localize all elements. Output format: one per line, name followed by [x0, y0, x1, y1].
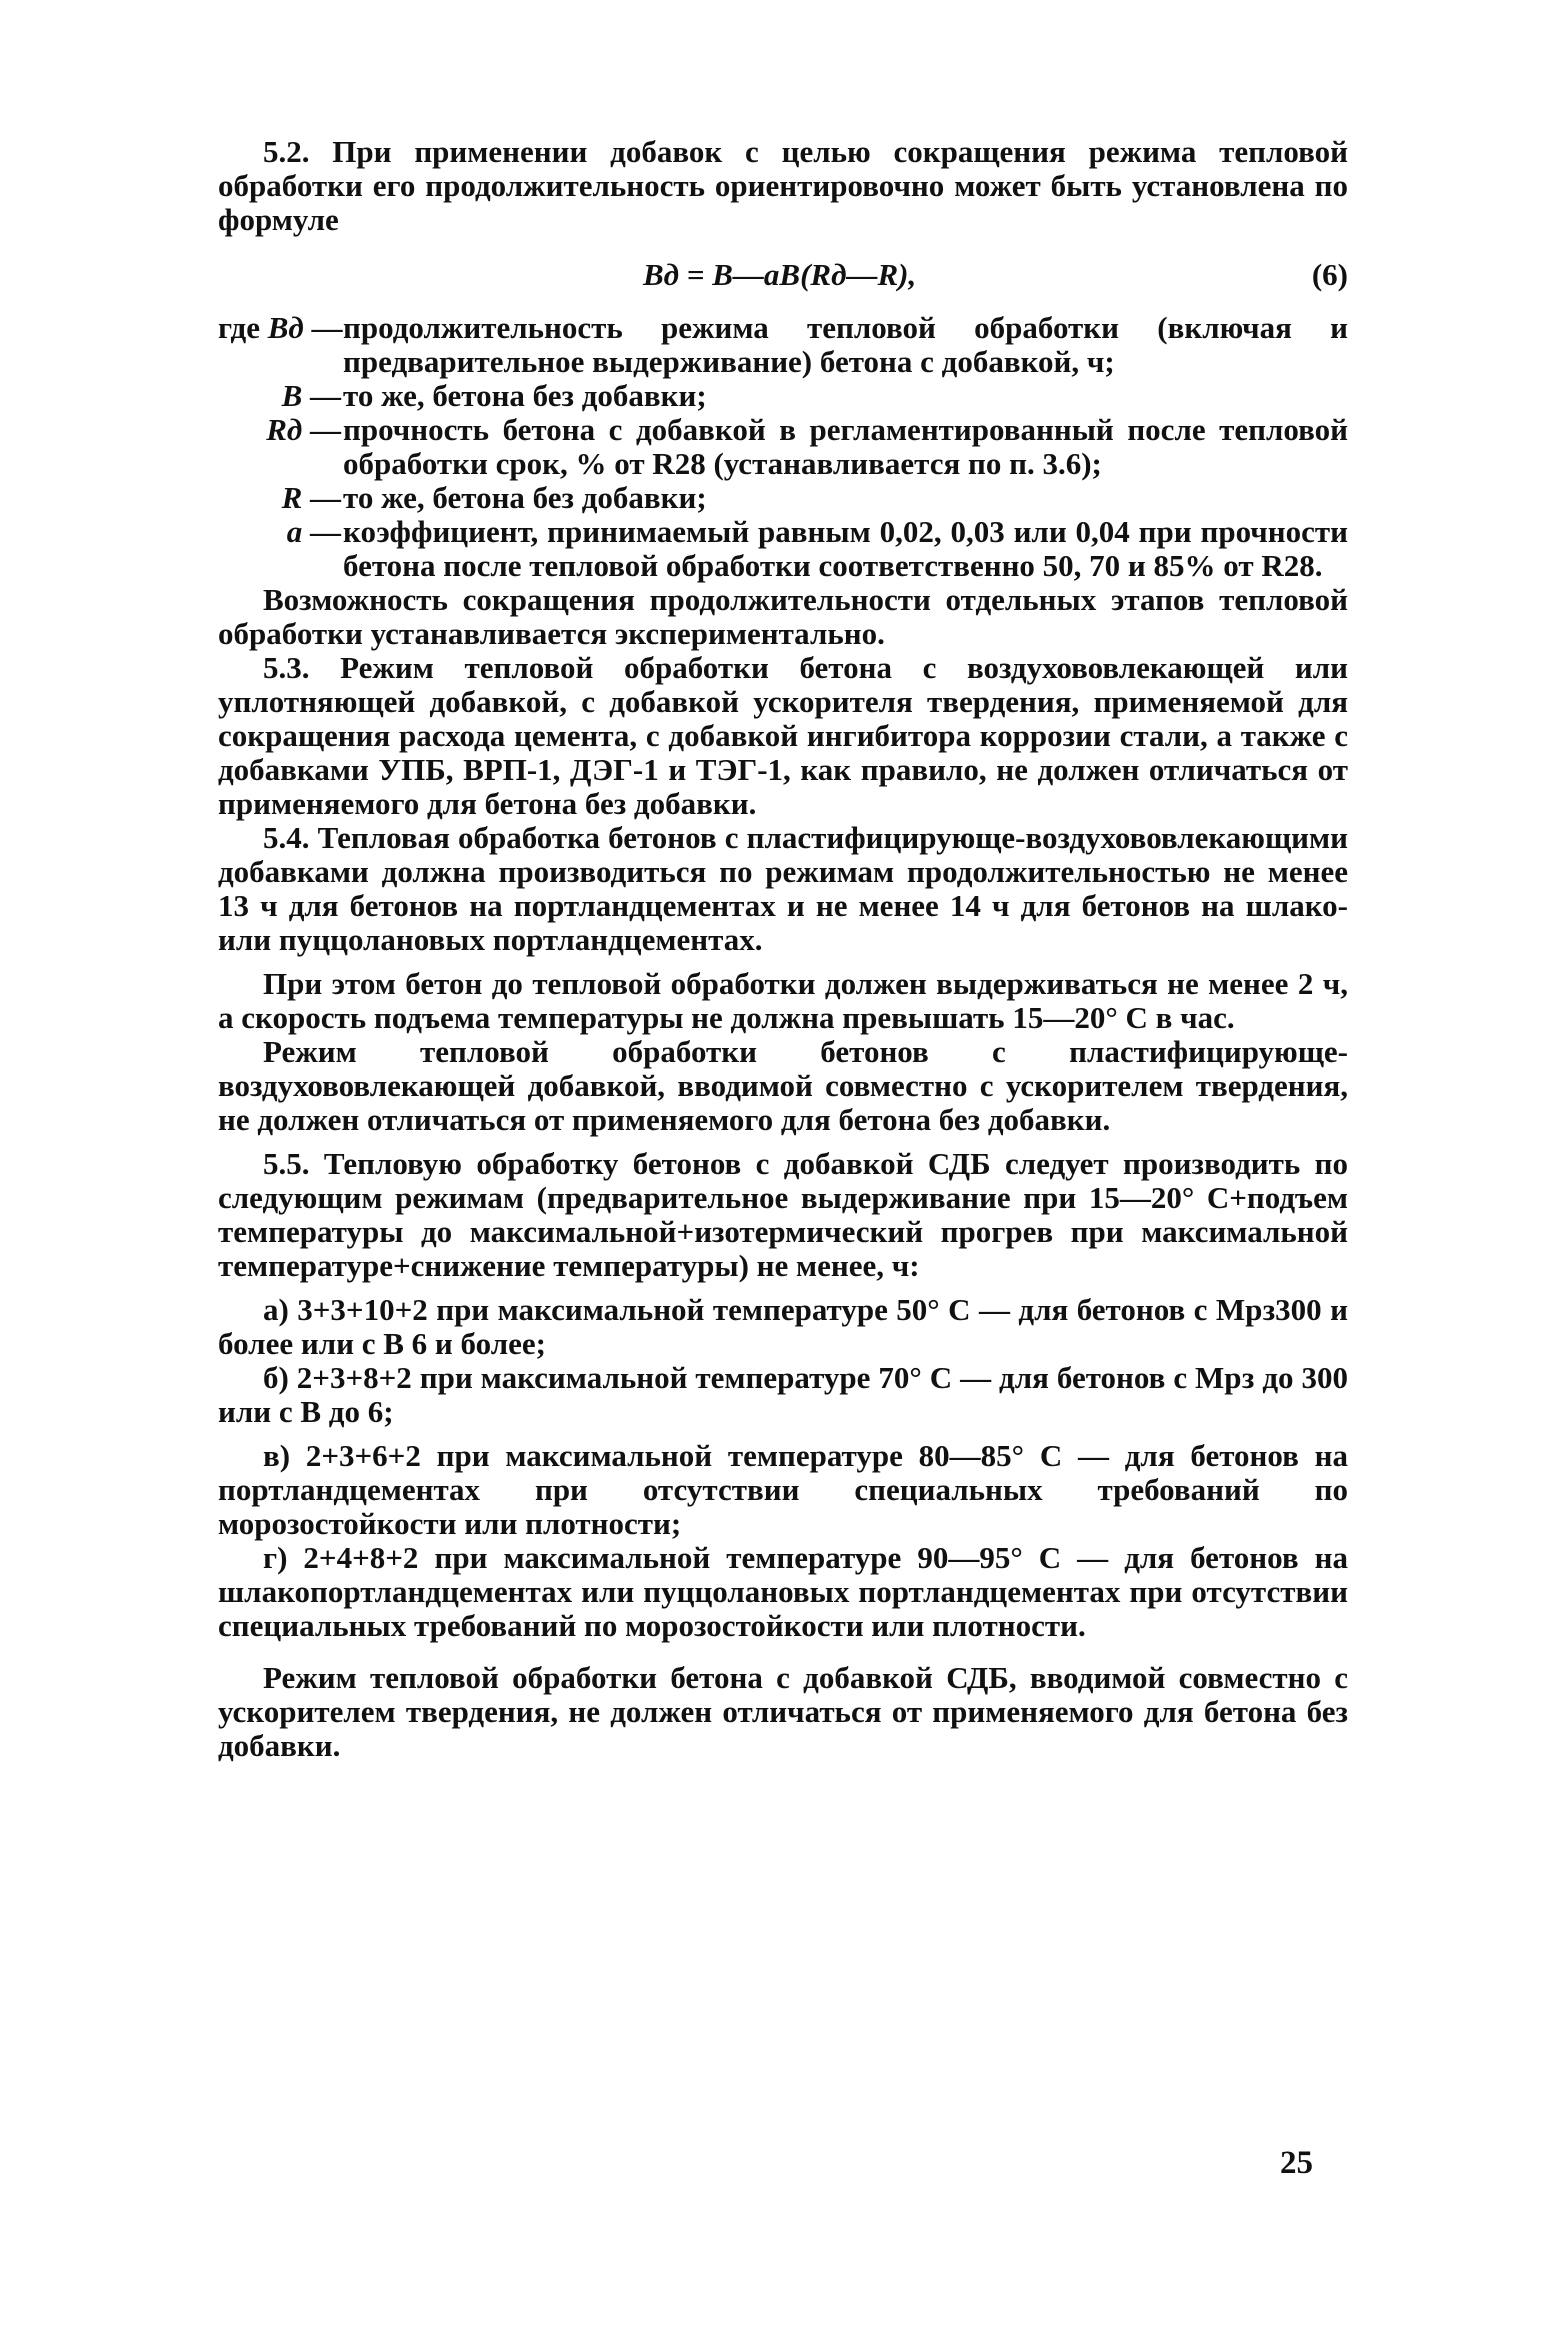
regime-item-b: б) 2+3+8+2 при максимальной температуре 70° С — для бетонов с Мрз до 300 или с В до 6; [218, 1360, 1348, 1429]
definition-text: то же, бетона без добавки; [343, 480, 707, 515]
definition-symbol: Rд [266, 412, 303, 447]
paragraph-5-3: 5.3. Режим тепловой обработки бетона с воздухововлекающей или уплотняющей добавкой, с добавкой ускорителя твердения, применяемой для сокращения расхода цемента, с добавкой ингибитора коррозии стали, а также с добавками УПБ, ВРП-1, ДЭГ-1 и ТЭГ-1, как правило, не должен отличаться от применяемого для бетона без добавки. [218, 650, 1348, 821]
paragraph-5-4-accelerator: Режим тепловой обработки бетонов с пластифицирующе-воздухововлекающей добавкой, вводимой совместно с ускорителем твердения, не должен отличаться от применяемого для бетона без добавки. [218, 1034, 1348, 1137]
paragraph-5-2-note: Возможность сокращения продолжительности отдельных этапов тепловой обработки устанавливается экспериментально. [218, 582, 1348, 651]
definition-text: продолжительность режима тепловой обработки (включая и предварительное выдерживание) бетона с добавкой, ч; [343, 310, 1348, 379]
equation-number: (6) [1311, 257, 1348, 292]
definition-symbol: R [281, 480, 303, 515]
page-number: 25 [1280, 2145, 1313, 2181]
paragraph-5-2: 5.2. При применении добавок с целью сокращения режима тепловой обработки его продолжительность ориентировочно может быть установлена по формуле [218, 134, 1348, 237]
definition-item: Rд — прочность бетона с добавкой в регламентированный после тепловой обработки срок, % от R28 (устанавливается по п. 3.6); [266, 412, 1348, 481]
definition-symbol: Bд [267, 310, 304, 345]
definitions-list [218, 311, 1348, 583]
definition-symbol: a [286, 514, 303, 549]
regime-item-d: г) 2+4+8+2 при максимальной температуре 90—95° С — для бетонов на шлакопортландцементах или пуццолановых портландцементах при отсутствии специальных требований по морозостойкости или плотности. [218, 1540, 1348, 1643]
definition-text: прочность бетона с добавкой в регламентированный после тепловой обработки срок, % от R28 (устанавливается по п. 3.6); [343, 412, 1348, 481]
formula: Bд = B—aB(Rд—R), [643, 257, 917, 292]
formula-row [218, 253, 1348, 297]
definition-text: то же, бетона без добавки; [343, 378, 707, 413]
paragraph-5-5: 5.5. Тепловую обработку бетонов с добавкой СДБ следует производить по следующим режимам (предварительное выдерживание при 15—20° С+подъем температуры до максимальной+изотермический прогрев при максимальной температуре+снижение температуры) не менее, ч: [218, 1146, 1348, 1283]
definition-item: R — то же, бетона без добавки; [218, 481, 1348, 515]
paragraph-5-4-conditions: При этом бетон до тепловой обработки должен выдерживаться не менее 2 ч, а скорость подъема температуры не должна превышать 15—20° С в час. [218, 966, 1348, 1035]
definition-item: a — коэффициент, принимаемый равным 0,02, 0,03 или 0,04 при прочности бетона после тепловой обработки соответственно 50, 70 и 85% от R28. [286, 514, 1348, 583]
definition-prefix: где [218, 310, 260, 345]
regime-item-c: в) 2+3+6+2 при максимальной температуре 80—85° С — для бетонов на портландцементах при отсутствии специальных требований по морозостойкости или плотности; [218, 1438, 1348, 1541]
definition-item: B — то же, бетона без добавки; [218, 379, 1348, 413]
paragraph-5-5-accelerator: Режим тепловой обработки бетона с добавкой СДБ, вводимой совместно с ускорителем твердения, не должен отличаться от применяемого для бетона без добавки. [218, 1660, 1348, 1763]
definition-text: коэффициент, принимаемый равным 0,02, 0,03 или 0,04 при прочности бетона после тепловой обработки соответственно 50, 70 и 85% от R28. [343, 514, 1348, 583]
paragraph-5-4: 5.4. Тепловая обработка бетонов с пластифицирующе-воздухововлекающими добавками должна производиться по режимам продолжительностью не менее 13 ч для бетонов на портландцементах и не менее 14 ч для бетонов на шлако- или пуццолановых портландцементах. [218, 820, 1348, 957]
definition-item: где Bд — продолжительность режима тепловой обработки (включая и предварительное выдерживание) бетона с добавкой, ч; [218, 310, 1348, 379]
regime-list [218, 1293, 1348, 1643]
definition-symbol: B [281, 378, 303, 413]
document-page [218, 135, 1348, 1763]
regime-item-a: а) 3+3+10+2 при максимальной температуре 50° С — для бетонов с Мрз300 и более или с В 6 и более; [218, 1292, 1348, 1361]
